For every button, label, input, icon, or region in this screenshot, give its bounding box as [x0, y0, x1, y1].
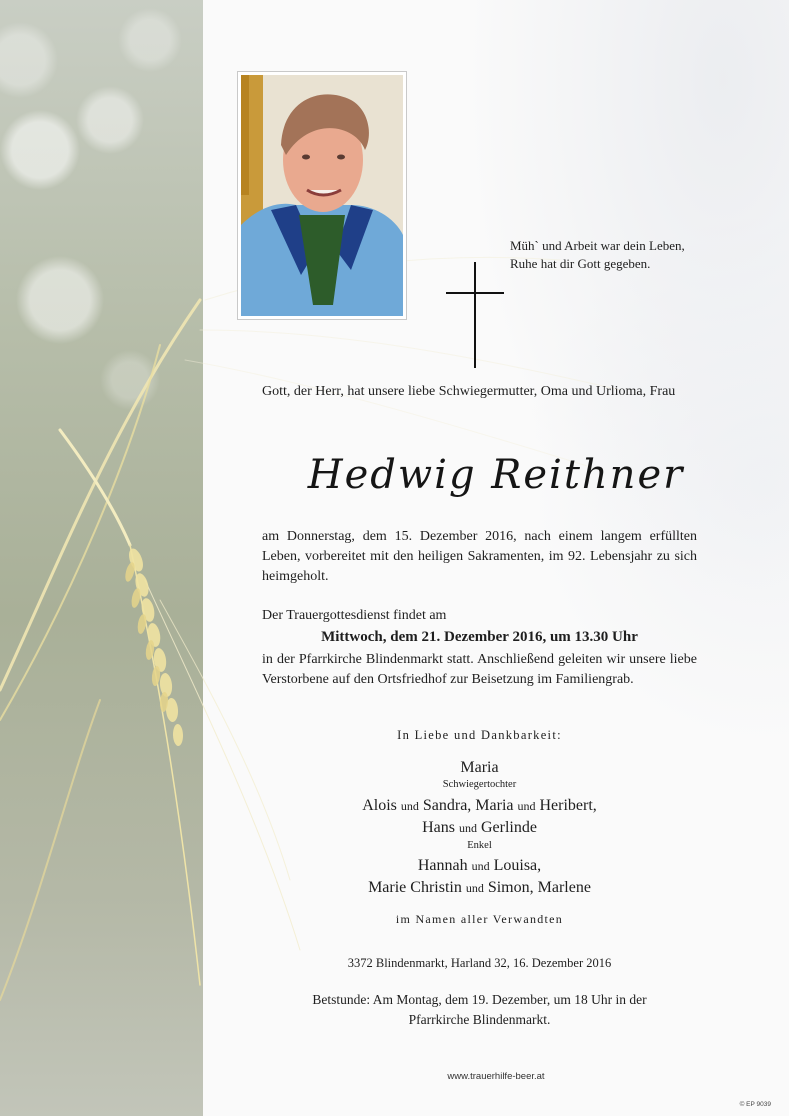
family-member: Sandra, Maria	[422, 797, 514, 814]
footer-website: www.trauerhilfe-beer.at	[447, 1071, 545, 1082]
prayer-line: Pfarrkirche Blindenmarkt.	[408, 1012, 551, 1027]
service-date: Mittwoch, dem 21. Dezember 2016, um 13.30 Uhr	[321, 629, 638, 645]
and-word: und	[517, 799, 536, 813]
cross-icon	[446, 262, 504, 370]
service-intro: Der Trauergottesdienst findet am	[262, 608, 447, 623]
family-line	[262, 878, 697, 898]
prayer-notice	[262, 990, 697, 1030]
gratitude-heading: In Liebe und Dankbarkeit:	[397, 728, 562, 742]
family-member: Gerlinde	[480, 819, 537, 836]
verse-line: Müh` und Arbeit war dein Leben,	[510, 238, 685, 253]
decorative-sidebar	[0, 0, 203, 1116]
family-line	[262, 856, 697, 876]
family-member: Simon, Marlene	[487, 879, 591, 896]
family-role: Enkel	[467, 840, 492, 851]
family-line	[262, 796, 697, 816]
family-member: Alois	[362, 797, 397, 814]
relatives-note: im Namen aller Verwandten	[395, 912, 564, 926]
memorial-verse	[510, 237, 740, 273]
verse-line: Ruhe hat dir Gott gegeben.	[510, 256, 651, 271]
deceased-name: Hedwig Reithner	[307, 452, 685, 498]
family-member: Maria	[460, 759, 499, 776]
family-member: Louisa,	[493, 857, 542, 874]
family-member: Hannah	[417, 857, 468, 874]
and-word: und	[458, 821, 477, 835]
footer-code: © EP 9039	[739, 1101, 771, 1108]
prayer-line: Betstunde: Am Montag, dem 19. Dezember, um 18 Uhr in der	[312, 992, 647, 1007]
family-member: Marie Christin	[368, 879, 462, 896]
death-notice-text: am Donnerstag, dem 15. Dezember 2016, nach einem langem erfüllten Leben, vorbereitet mit den heiligen Sakramenten, im 92. Lebensjahr zu sich heimgeholt.	[262, 529, 697, 584]
intro-text: Gott, der Herr, hat unsere liebe Schwiegermutter, Oma und Urlioma, Frau	[262, 384, 676, 399]
family-role: Schwiegertochter	[442, 779, 517, 790]
and-word: und	[471, 859, 490, 873]
and-word: und	[400, 799, 419, 813]
family-member: Hans	[422, 819, 455, 836]
address-date: 3372 Blindenmarkt, Harland 32, 16. Dezember 2016	[347, 956, 612, 970]
and-word: und	[465, 881, 484, 895]
service-details: in der Pfarrkirche Blindenmarkt statt. Anschließend geleiten wir unsere liebe Verstorbene auf den Ortsfriedhof zur Beisetzung im Familiengrab.	[262, 652, 697, 687]
portrait-photo	[238, 72, 406, 319]
family-line	[262, 818, 697, 838]
family-member: Heribert,	[539, 797, 597, 814]
